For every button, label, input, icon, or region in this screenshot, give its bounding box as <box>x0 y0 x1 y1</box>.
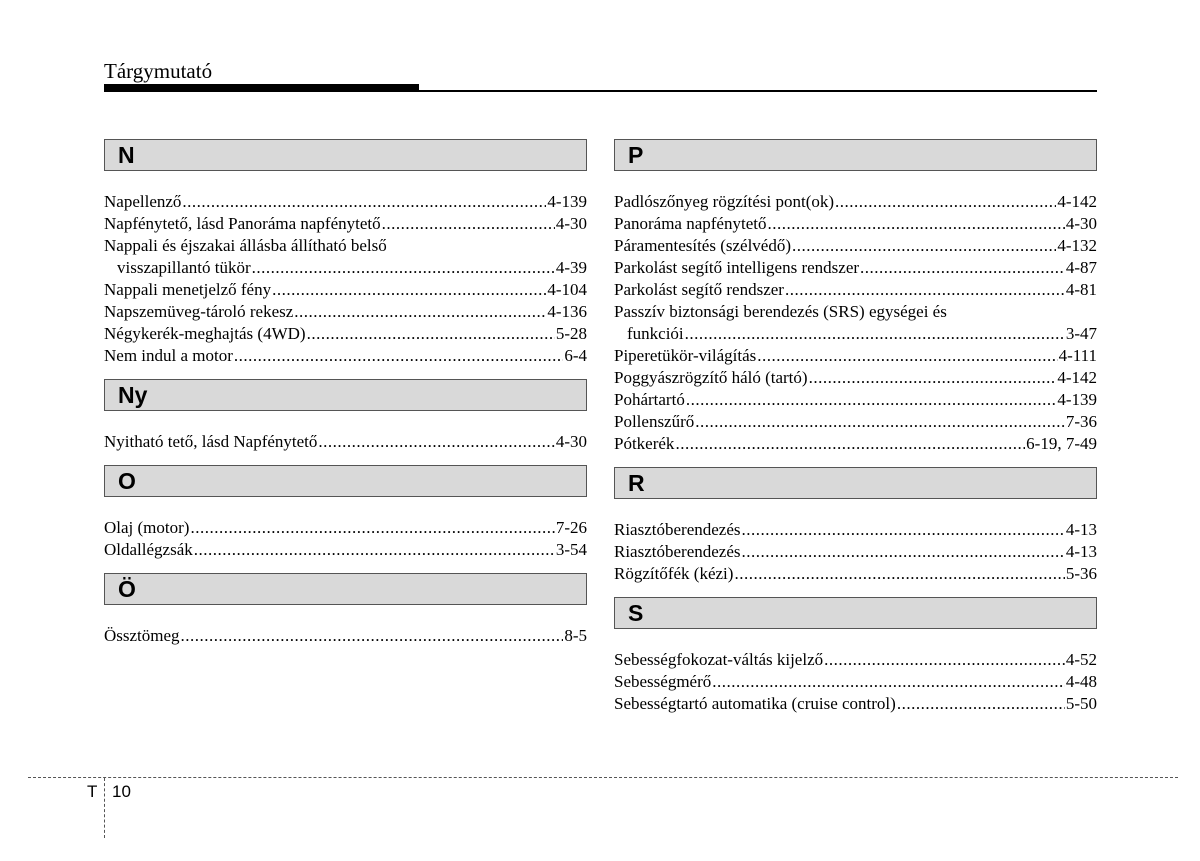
section-entries <box>104 171 587 367</box>
index-entry-text: Nappali menetjelző fény <box>104 280 272 299</box>
dot-leader <box>294 301 546 323</box>
index-entry-continuation: visszapillantó tükör <box>117 258 251 277</box>
section-letter-header: S <box>614 597 1097 629</box>
index-entry <box>104 431 587 453</box>
section-gap <box>104 453 587 465</box>
index-entry-text: Olaj (motor) <box>104 518 190 537</box>
section-letter-header: P <box>614 139 1097 171</box>
index-entry <box>104 517 587 539</box>
dot-leader <box>695 411 1065 433</box>
dot-leader <box>785 279 1065 301</box>
index-entry-text: Pótkerék <box>614 434 675 453</box>
index-entry-text: Rögzítőfék (kézi) <box>614 564 734 583</box>
dot-leader <box>897 693 1065 715</box>
section-entries <box>104 411 587 453</box>
index-entry <box>614 519 1097 541</box>
dot-leader <box>835 191 1056 213</box>
index-entry <box>614 563 1097 585</box>
dot-leader <box>252 257 555 279</box>
index-section <box>104 465 587 573</box>
footer-divider <box>104 778 105 838</box>
footer-section-letter: T <box>87 782 98 801</box>
index-entry <box>614 411 1097 433</box>
index-entry <box>614 367 1097 389</box>
index-entry-page: 7-26 <box>555 518 587 537</box>
dot-leader <box>234 345 563 367</box>
index-entry <box>614 671 1097 693</box>
dot-leader <box>272 279 546 301</box>
index-entry <box>104 345 587 367</box>
index-entry-page: 5-36 <box>1065 564 1097 583</box>
index-entry <box>614 213 1097 235</box>
dot-leader <box>182 191 546 213</box>
left-index-column <box>104 139 587 647</box>
index-entry-text: Poggyászrögzítő háló (tartó) <box>614 368 808 387</box>
dot-leader <box>318 431 554 453</box>
index-entry-text: Parkolást segítő intelligens rendszer <box>614 258 860 277</box>
index-section <box>614 139 1097 467</box>
index-entry-text: Pohártartó <box>614 390 685 409</box>
index-section <box>104 573 587 647</box>
index-entry-text: Nem indul a motor <box>104 346 233 365</box>
section-letter-header: O <box>104 465 587 497</box>
index-entry <box>104 191 587 213</box>
index-entry <box>614 279 1097 301</box>
index-entry <box>614 191 1097 213</box>
index-entry-text: Riasztóberendezés <box>614 520 741 539</box>
index-entry-text: Sebességfokozat-váltás kijelző <box>614 650 824 669</box>
dot-leader <box>742 519 1065 541</box>
index-entry-text: Panoráma napfénytető <box>614 214 767 233</box>
index-section <box>614 597 1097 715</box>
index-entry-text: Nappali és éjszakai állásba állítható belső <box>104 236 387 255</box>
index-entry-page: 6-4 <box>564 346 587 365</box>
index-entry-page: 8-5 <box>564 626 587 645</box>
section-gap <box>614 455 1097 467</box>
index-entry-text: Piperetükör-világítás <box>614 346 757 365</box>
index-entry-page: 4-104 <box>547 280 587 299</box>
index-entry-text: Sebességtartó automatika (cruise control) <box>614 694 896 713</box>
index-entry-page: 4-87 <box>1065 258 1097 277</box>
footer-rule <box>28 777 1178 778</box>
index-entry-page: 5-28 <box>555 324 587 343</box>
section-entries <box>614 499 1097 585</box>
index-entry-text: Parkolást segítő rendszer <box>614 280 784 299</box>
index-entry-text: Nyitható tető, lásd Napfénytető <box>104 432 318 451</box>
section-gap <box>104 367 587 379</box>
index-entry <box>614 345 1097 367</box>
index-entry-page: 4-142 <box>1057 368 1097 387</box>
index-entry-text: Sebességmérő <box>614 672 712 691</box>
index-entry-continuation: funkciói <box>627 324 684 343</box>
dot-leader <box>757 345 1057 367</box>
index-entry-page: 4-13 <box>1065 520 1097 539</box>
dot-leader <box>734 563 1064 585</box>
dot-leader <box>194 539 555 561</box>
index-entry <box>614 257 1097 279</box>
index-entry <box>614 389 1097 411</box>
dot-leader <box>860 257 1065 279</box>
dot-leader <box>307 323 555 345</box>
index-section <box>104 379 587 465</box>
index-entry-text: Páramentesítés (szélvédő) <box>614 236 792 255</box>
index-entry <box>104 279 587 301</box>
page-title: Tárgymutató <box>104 59 213 83</box>
index-entry-page: 4-30 <box>555 432 587 451</box>
index-entry-page: 3-54 <box>555 540 587 559</box>
index-entry-text: Össztömeg <box>104 626 180 645</box>
index-entry-page: 4-136 <box>547 302 587 321</box>
header-rule-accent <box>104 84 419 92</box>
section-entries <box>614 171 1097 455</box>
dot-leader <box>767 213 1064 235</box>
index-entry-page: 4-30 <box>1065 214 1097 233</box>
index-entry <box>614 433 1097 455</box>
index-entry-text: Napszemüveg-tároló rekesz <box>104 302 294 321</box>
index-entry <box>104 213 587 235</box>
index-entry-page: 4-81 <box>1065 280 1097 299</box>
index-section <box>614 467 1097 597</box>
index-entry-text: Napellenző <box>104 192 182 211</box>
index-entry <box>104 539 587 561</box>
index-entry-page: 4-111 <box>1058 346 1097 365</box>
index-entry <box>104 257 587 279</box>
index-entry <box>104 323 587 345</box>
index-entry <box>614 649 1097 671</box>
right-index-column <box>614 139 1097 715</box>
index-entry-page: 4-39 <box>555 258 587 277</box>
index-entry-page: 5-50 <box>1065 694 1097 713</box>
section-letter-header: N <box>104 139 587 171</box>
index-entry-text: Napfénytető, lásd Panoráma napfénytető <box>104 214 381 233</box>
dot-leader <box>382 213 555 235</box>
index-entry-page: 7-36 <box>1065 412 1097 431</box>
index-entry <box>614 541 1097 563</box>
section-gap <box>614 585 1097 597</box>
dot-leader <box>686 389 1057 411</box>
index-entry-page: 6-19, 7-49 <box>1026 434 1097 453</box>
dot-leader <box>824 649 1065 671</box>
index-entry-page: 4-132 <box>1057 236 1097 255</box>
index-entry <box>104 625 587 647</box>
index-entry-text: Passzív biztonsági berendezés (SRS) egységei és <box>614 302 947 321</box>
dot-leader <box>181 625 564 647</box>
index-entry-page: 3-47 <box>1065 324 1097 343</box>
dot-leader <box>190 517 554 539</box>
footer-page-number: 10 <box>112 782 131 801</box>
index-entry-text: Riasztóberendezés <box>614 542 741 561</box>
index-entry-text: Padlószőnyeg rögzítési pont(ok) <box>614 192 835 211</box>
index-entry-text: Négykerék-meghajtás (4WD) <box>104 324 306 343</box>
dot-leader <box>809 367 1057 389</box>
index-entry-page: 4-139 <box>547 192 587 211</box>
section-entries <box>614 629 1097 715</box>
section-entries <box>104 605 587 647</box>
section-gap <box>104 561 587 573</box>
index-entry-page: 4-30 <box>555 214 587 233</box>
index-entry-page: 4-142 <box>1057 192 1097 211</box>
dot-leader <box>685 323 1065 345</box>
index-entry-page: 4-13 <box>1065 542 1097 561</box>
dot-leader <box>712 671 1065 693</box>
index-section <box>104 139 587 379</box>
index-entry-page: 4-48 <box>1065 672 1097 691</box>
section-letter-header: Ö <box>104 573 587 605</box>
dot-leader <box>675 433 1025 455</box>
index-entry <box>614 235 1097 257</box>
index-entry <box>104 301 587 323</box>
section-letter-header: Ny <box>104 379 587 411</box>
index-entry-page: 4-52 <box>1065 650 1097 669</box>
index-entry <box>614 693 1097 715</box>
dot-leader <box>742 541 1065 563</box>
index-entry-text: Oldallégzsák <box>104 540 193 559</box>
section-letter-header: R <box>614 467 1097 499</box>
section-entries <box>104 497 587 561</box>
index-entry-text: Pollenszűrő <box>614 412 695 431</box>
index-entry-page: 4-139 <box>1057 390 1097 409</box>
dot-leader <box>792 235 1056 257</box>
index-entry <box>614 323 1097 345</box>
